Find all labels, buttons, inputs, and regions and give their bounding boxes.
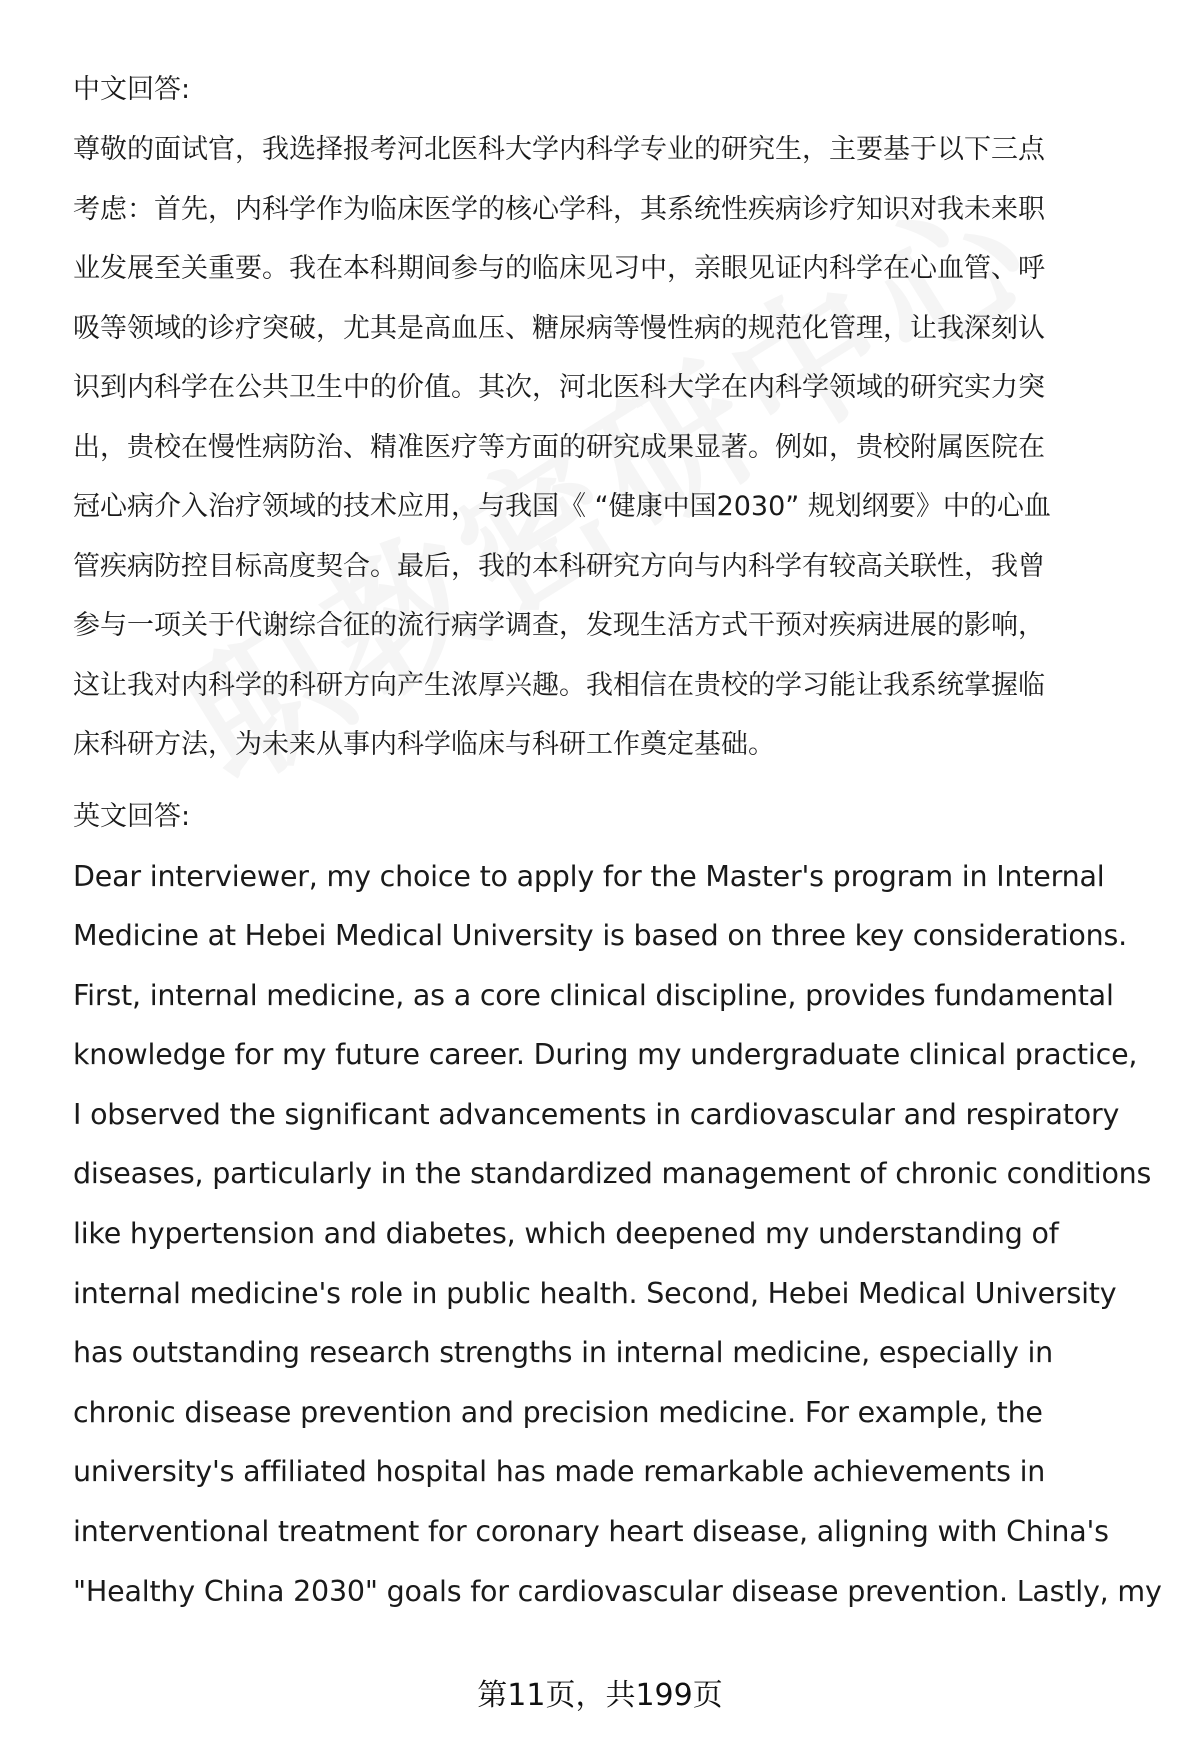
chinese-line: 吸等领域的诊疗突破，尤其是高血压、糖尿病等慢性病的规范化管理，让我深刻认 — [73, 312, 1045, 344]
english-line: interventional treatment for coronary heart disease, aligning with China's — [73, 1515, 1109, 1549]
chinese-heading: 中文回答: — [73, 74, 191, 105]
english-line: university's affiliated hospital has made remarkable achievements in — [73, 1455, 1046, 1489]
section-spacer — [73, 775, 1163, 787]
english-line: Medicine at Hebei Medical University is based on three key considerations. — [73, 919, 1128, 953]
chinese-line: 尊敬的面试官，我选择报考河北医科大学内科学专业的研究生，主要基于以下三点 — [73, 134, 1045, 165]
english-line: has outstanding research strengths in internal medicine, especially in — [73, 1336, 1054, 1370]
page-content — [73, 60, 1163, 1621]
chinese-line: 床科研方法，为未来从事内科学临床与科研工作奠定基础。 — [73, 729, 775, 760]
chinese-line: 参与一项关于代谢综合征的流行病学调查，发现生活方式干预对疾病进展的影响， — [73, 610, 1045, 641]
english-line: diseases, particularly in the standardized management of chronic conditions — [73, 1157, 1152, 1191]
chinese-line: 出，贵校在慢性病防治、精准医疗等方面的研究成果显著。例如，贵校附属医院在 — [73, 431, 1045, 463]
chinese-line: 管疾病防控目标高度契合。最后，我的本科研究方向与内科学有较高关联性，我曾 — [73, 550, 1045, 582]
english-line: internal medicine's role in public health. Second, Hebei Medical University — [73, 1276, 1117, 1310]
english-line: chronic disease prevention and precision medicine. For example, the — [73, 1395, 1043, 1429]
chinese-line: 考虑：首先，内科学作为临床医学的核心学科，其系统性疾病诊疗知识对我未来职 — [73, 193, 1045, 225]
english-paragraph — [73, 847, 1163, 1622]
english-line: I observed the significant advancements in cardiovascular and respiratory — [73, 1097, 1120, 1131]
chinese-line: 冠心病介入治疗领域的技术应用，与我国《 “健康中国2030” 规划纲要》中的心血 — [73, 491, 1051, 522]
chinese-line: 业发展至关重要。我在本科期间参与的临床见习中，亲眼见证内科学在心血管、呼 — [73, 253, 1045, 284]
chinese-line: 识到内科学在公共卫生中的价值。其次，河北医科大学在内科学领域的研究实力突 — [73, 372, 1045, 403]
page-number-footer: 第11页，共199页 — [477, 1678, 723, 1713]
english-line: First, internal medicine, as a core clinical discipline, provides fundamental — [73, 978, 1114, 1012]
english-line: like hypertension and diabetes, which deepened my understanding of — [73, 1217, 1059, 1251]
chinese-paragraph — [73, 120, 1163, 775]
english-line: "Healthy China 2030" goals for cardiovascular disease prevention. Lastly, my — [73, 1574, 1162, 1608]
english-line: knowledge for my future career. During my undergraduate clinical practice, — [73, 1038, 1138, 1072]
english-line: Dear interviewer, my choice to apply for the Master's program in Internal — [73, 859, 1105, 893]
english-heading: 英文回答: — [73, 800, 191, 832]
chinese-line: 这让我对内科学的科研方向产生浓厚兴趣。我相信在贵校的学习能让我系统掌握临 — [73, 669, 1045, 701]
